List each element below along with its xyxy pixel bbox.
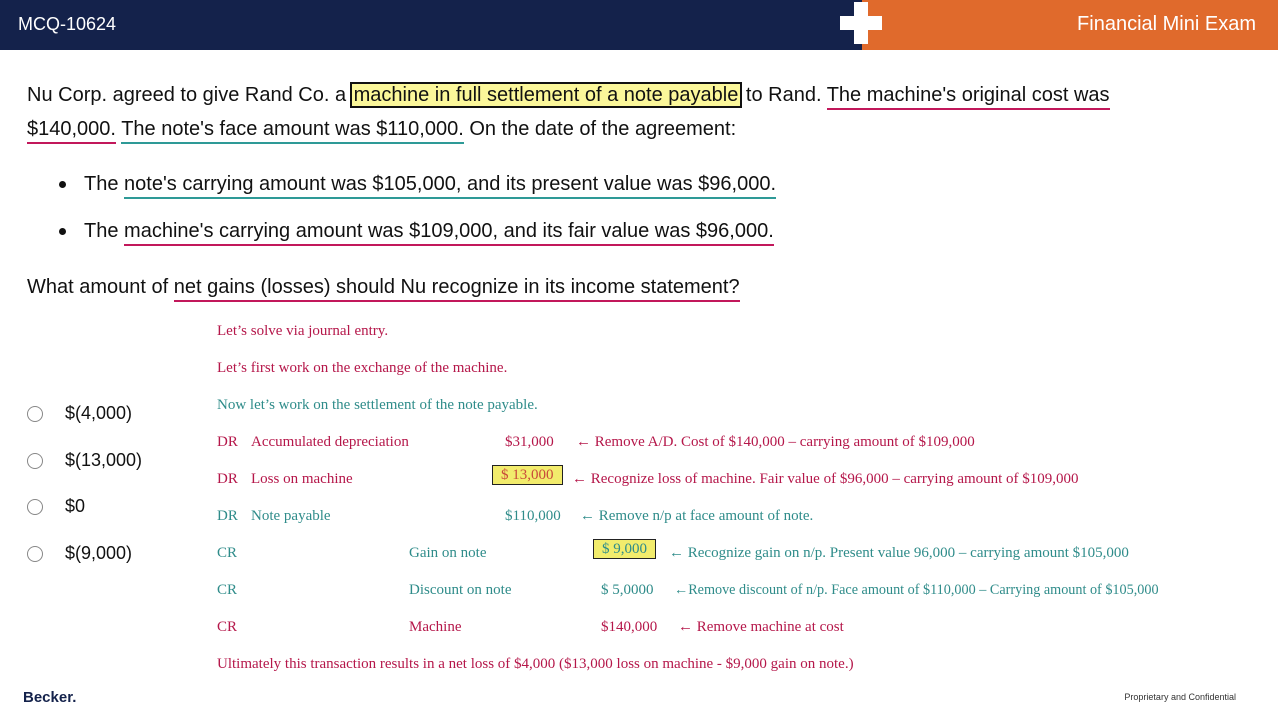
question-highlight: machine in full settlement of a note payable	[353, 84, 739, 106]
radio-button[interactable]	[27, 453, 43, 469]
question-underline: The note's face amount was $110,000.	[121, 118, 464, 144]
question-underline: The machine's original cost was	[827, 84, 1110, 110]
question-underline: note's carrying amount was $105,000, and its present value was $96,000.	[124, 173, 776, 199]
radio-button[interactable]	[27, 406, 43, 422]
je-amount: $31,000	[505, 434, 554, 450]
answer-label: $(4,000)	[65, 403, 133, 423]
bullet-item-machine	[84, 220, 774, 243]
je-note: ← Recognize gain on n/p. Present value 96,000 – carrying amount $105,000	[669, 545, 1129, 561]
question-prompt	[27, 276, 740, 299]
header-bar	[0, 0, 1278, 50]
question-text: What amount of	[27, 276, 169, 298]
confidential-label: Proprietary and Confidential	[1124, 692, 1236, 702]
question-text: to Rand.	[745, 84, 822, 106]
je-drcr: DR	[217, 471, 238, 487]
je-note: ← Recognize loss of machine. Fair value of $96,000 – carrying amount of $109,000	[572, 471, 1079, 487]
je-amount-highlight	[492, 467, 563, 484]
je-drcr: CR	[217, 582, 238, 598]
je-amount: $140,000	[601, 619, 658, 635]
je-note: ←Remove discount of n/p. Face amount of $110,000 – Carrying amount of $105,000	[674, 582, 1159, 598]
je-amount: $ 5,0000	[601, 582, 654, 598]
je-drcr: DR	[217, 508, 238, 524]
je-amount-highlight	[593, 541, 656, 558]
je-account: Machine	[409, 619, 462, 635]
je-drcr: CR	[217, 619, 238, 635]
bullet-item-note	[84, 173, 776, 196]
je-account: Gain on note	[409, 545, 487, 561]
answer-option-4[interactable]	[27, 543, 132, 564]
answer-label: $(9,000)	[65, 543, 133, 563]
plus-icon	[836, 0, 886, 50]
question-text: The	[84, 173, 119, 195]
answer-option-2[interactable]	[27, 450, 142, 471]
bullet-dot	[59, 181, 66, 188]
question-underline: $140,000.	[27, 118, 116, 144]
je-amount: $110,000	[505, 508, 561, 524]
radio-button[interactable]	[27, 546, 43, 562]
annotation-line: Let’s solve via journal entry.	[217, 323, 389, 339]
question-underline: machine's carrying amount was $109,000, and its fair value was $96,000.	[124, 220, 774, 246]
annotation-conclusion: Ultimately this transaction results in a net loss of $4,000 ($13,000 loss on machine - $9,000 gain on note.)	[217, 656, 854, 672]
je-note: ← Remove machine at cost	[678, 619, 844, 635]
becker-logo: Becker.	[23, 689, 77, 706]
answer-option-1[interactable]	[27, 403, 132, 424]
question-line-1	[27, 84, 1110, 107]
bullet-dot	[59, 228, 66, 235]
je-account: Accumulated depreciation	[251, 434, 409, 450]
answer-label: $0	[65, 496, 86, 516]
question-underline: net gains (losses) should Nu recognize in its income statement?	[174, 276, 740, 302]
annotation-line: Now let’s work on the settlement of the note payable.	[217, 397, 538, 413]
answer-label: $(13,000)	[65, 450, 143, 470]
question-text: The	[84, 220, 119, 242]
je-account: Note payable	[251, 508, 331, 524]
je-drcr: DR	[217, 434, 238, 450]
je-note: ← Remove n/p at face amount of note.	[580, 508, 814, 524]
annotation-line: Let’s first work on the exchange of the machine.	[217, 360, 508, 376]
je-amount: $ 13,000	[492, 465, 563, 485]
je-drcr: CR	[217, 545, 238, 561]
question-text: On the date of the agreement:	[469, 118, 737, 140]
answer-option-3[interactable]	[27, 496, 85, 517]
question-line-2	[27, 118, 736, 141]
radio-button[interactable]	[27, 499, 43, 515]
je-note: ← Remove A/D. Cost of $140,000 – carrying amount of $109,000	[576, 434, 975, 450]
question-text: Nu Corp. agreed to give Rand Co. a	[27, 84, 347, 106]
je-account: Loss on machine	[251, 471, 353, 487]
je-amount: $ 9,000	[593, 539, 656, 559]
je-account: Discount on note	[409, 582, 512, 598]
question-code: MCQ-10624	[18, 14, 117, 34]
exam-title: Financial Mini Exam	[1077, 13, 1256, 35]
